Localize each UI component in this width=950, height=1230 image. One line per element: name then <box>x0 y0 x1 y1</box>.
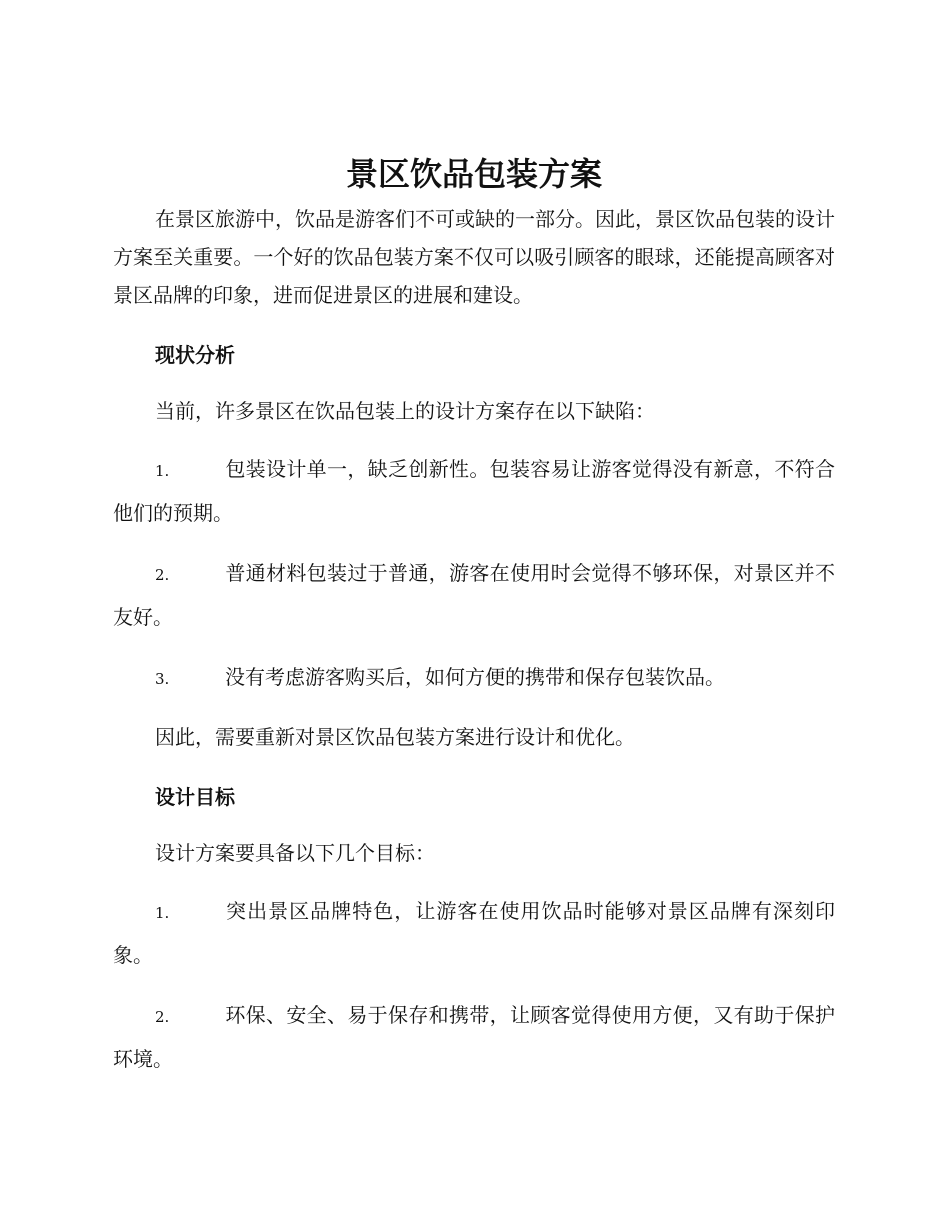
list-item <box>113 994 835 1080</box>
intro-paragraph: 在景区旅游中，饮品是游客们不可或缺的一部分。因此，景区饮品包装的设计方案至关重要。一个好的饮品包装方案不仅可以吸引顾客的眼球，还能提高顾客对景区品牌的印象，进而促进景区的进展和建设。 <box>113 207 835 307</box>
document-body <box>113 150 835 1080</box>
list-number: 1. <box>155 462 170 480</box>
list-number: 3. <box>155 670 170 688</box>
list-number: 2. <box>155 1008 170 1026</box>
list-item-text: 没有考虑游客购买后，如何方便的携带和保存包装饮品。 <box>225 665 725 689</box>
list-number: 1. <box>155 904 170 922</box>
list-item <box>113 552 835 638</box>
list-item <box>113 890 835 976</box>
list-item-text: 普通材料包装过于普通，游客在使用时会觉得不够环保，对景区并不友好。 <box>113 561 835 629</box>
list-item-text: 包装设计单一，缺乏创新性。包装容易让游客觉得没有新意，不符合他们的预期。 <box>113 457 835 525</box>
list-item <box>113 448 835 534</box>
status-conclusion-paragraph: 因此，需要重新对景区饮品包装方案进行设计和优化。 <box>155 725 635 749</box>
status-lead-paragraph: 当前，许多景区在饮品包装上的设计方案存在以下缺陷： <box>155 399 655 423</box>
section-heading-status: 现状分析 <box>155 343 235 367</box>
document-title: 景区饮品包装方案 <box>345 155 602 193</box>
list-item-text: 突出景区品牌特色，让游客在使用饮品时能够对景区品牌有深刻印象。 <box>113 899 835 967</box>
section-heading-goals: 设计目标 <box>155 785 235 809</box>
list-item <box>113 656 835 700</box>
goals-lead-paragraph: 设计方案要具备以下几个目标： <box>155 841 435 865</box>
list-item-text: 环保、安全、易于保存和携带，让顾客觉得使用方便，又有助于保护环境。 <box>113 1003 835 1071</box>
list-number: 2. <box>155 566 170 584</box>
